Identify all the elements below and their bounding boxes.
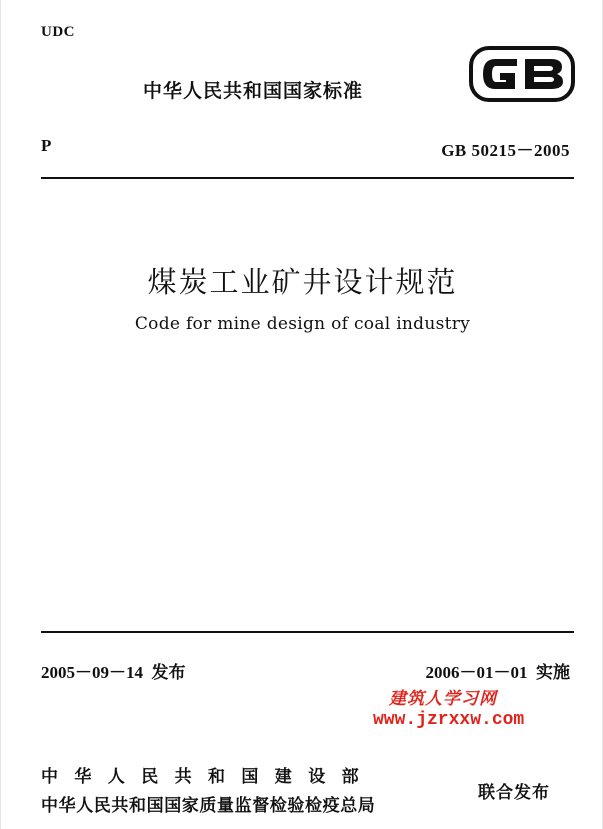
- bottom-divider: [41, 631, 574, 633]
- issue-date: 2005－09－14: [41, 663, 143, 682]
- publisher-ministry-construction: 中华人民共和国建设部: [41, 767, 375, 787]
- joint-release-label: 联合发布: [478, 783, 550, 803]
- implement-label: 实施: [536, 663, 570, 683]
- document-english-title: Code for mine design of coal industry: [134, 314, 471, 334]
- standard-number: GB 50215－2005: [441, 141, 570, 160]
- watermark-url: www.jzrxxw.com: [373, 710, 525, 730]
- top-divider: [41, 177, 574, 179]
- category-code: P: [41, 136, 52, 155]
- document-title: 煤炭工业矿井设计规范: [147, 265, 458, 299]
- watermark-site-name: 建筑人学习网: [389, 689, 497, 709]
- publisher-aqsiq: 中华人民共和国国家质量监督检验检疫总局: [41, 796, 376, 816]
- standard-type-title: 中华人民共和国国家标准: [143, 80, 364, 102]
- issue-label: 发布: [151, 663, 186, 683]
- issue-date-line: [41, 658, 186, 683]
- gb-logo: [469, 46, 575, 102]
- implement-date: 2006－01－01: [425, 663, 528, 682]
- implement-date-line: [426, 658, 571, 683]
- gb-logo-graphic: [469, 46, 575, 102]
- udc-label: UDC: [41, 24, 75, 40]
